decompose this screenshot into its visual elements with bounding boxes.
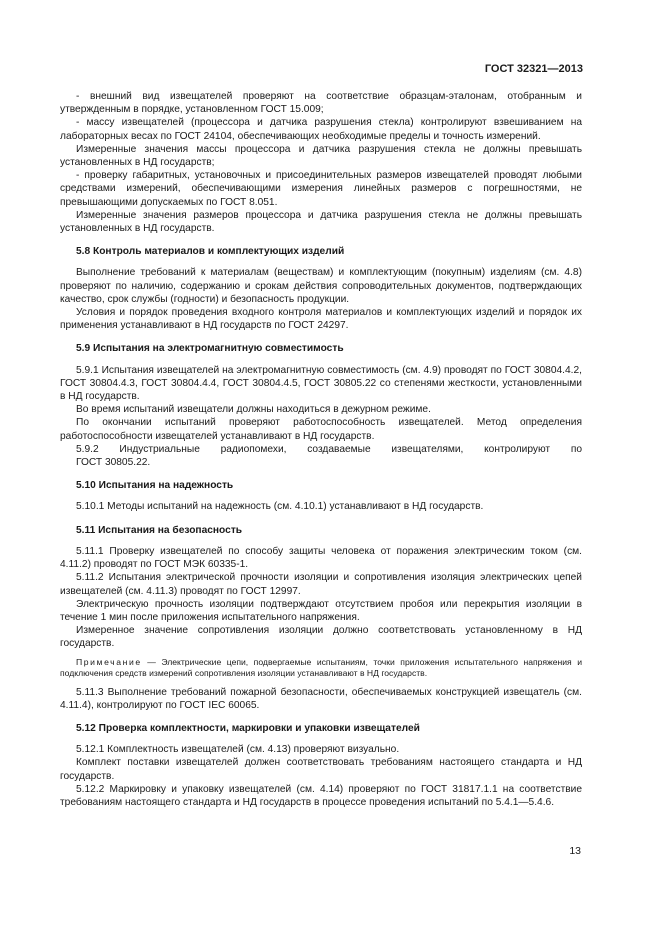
paragraph: Во время испытаний извещатели должны находиться в дежурном режиме.	[76, 404, 431, 416]
paragraph: Условия и порядок проведения входного контроля материалов и комплектующих изделий и порядок их применения устанавливают в НД государств по ГОСТ 24297.	[60, 307, 582, 332]
section-heading: 5.8 Контроль материалов и комплектующих изделий	[76, 246, 345, 258]
paragraph: 5.9.2 Индустриальные радиопомехи, создаваемые извещателями, контролируют по	[76, 443, 582, 455]
paragraph: 5.11.1 Проверку извещателей по способу защиты человека от поражения электрическим током (см. 4.11.2) проводят по ГОСТ МЭК 60335-1.	[60, 545, 582, 571]
note-label: Примечание	[76, 656, 142, 667]
note-text: — Электрические цепи, подвергаемые испытаниям, точки приложения испытательного напряжения и подключения средств измерений сопротивления изоляции устанавливают в НД государств.	[60, 656, 582, 679]
section-heading: 5.11 Испытания на безопасность	[76, 524, 243, 536]
paragraph: Электрическую прочность изоляции подтверждают отсутствием пробоя или перекрытия изоляции в течение 1 мин после приложения испытательного напряжения.	[60, 598, 582, 623]
paragraph: Измеренное значение сопротивления изоляции должно соответствовать установленному в НД государств.	[60, 625, 582, 650]
paragraph: Измеренные значения массы процессора и датчика разрушения стекла не должны превышать установленных в НД государств;	[60, 143, 582, 169]
paragraph: По окончании испытаний проверяют работоспособность извещателей. Метод определения работоспособности извещателей устанавливают в НД государств.	[60, 417, 582, 442]
paragraph: Выполнение требований к материалам (веществам) и комплектующим (покупным) изделиям (см. 4.8) проверяют по наличию, содержанию и срокам действия сопроводительных документов, подтверждающих качество, срок службы (годности) и безопасность продукции.	[60, 267, 582, 305]
paragraph: Комплект поставки извещателей должен соответствовать требованиям настоящего стандарта и НД государств.	[60, 757, 582, 782]
paragraph: 5.11.3 Выполнение требований пожарной безопасности, обеспечиваемых конструкцией извещатель (см. 4.11.4), контролируют по ГОСТ IEC 60065.	[60, 686, 582, 711]
section-heading: 5.12 Проверка комплектности, маркировки и упаковки извещателей	[76, 722, 420, 734]
paragraph: - массу извещателей (процессора и датчика разрушения стекла) контролируют взвешиванием на лабораторных весах по ГОСТ 24104, обеспечивающих необходимые пределы и точность измерений.	[60, 117, 582, 142]
paragraph: 5.12.2 Маркировку и упаковку извещателей (см. 4.14) проверяют по ГОСТ 31817.1.1 на соответствие требованиям настоящего стандарта и НД государств в процессе проведения испытаний по 5.4.1—5.4.6.	[60, 783, 582, 808]
paragraph: Измеренные значения размеров процессора и датчика разрушения стекла не должны превышать установленных в НД государств.	[60, 209, 582, 235]
document-header: ГОСТ 32321—2013	[484, 63, 583, 75]
section-heading: 5.9 Испытания на электромагнитную совместимость	[76, 343, 344, 355]
note	[60, 657, 582, 680]
paragraph: ГОСТ 30805.22.	[76, 457, 151, 469]
paragraph: - проверку габаритных, установочных и присоединительных размеров извещателей проводят любыми средствами измерений, обеспечивающими измерения линейных размеров с погрешностями, не превышающими допускаемых по ГОСТ 8.051.	[60, 170, 582, 208]
paragraph: 5.12.1 Комплектность извещателей (см. 4.13) проверяют визуально.	[76, 744, 400, 756]
document-body	[60, 90, 582, 809]
paragraph: - внешний вид извещателей проверяют на соответствие образцам-эталонам, отобранным и утвержденным в порядке, установленном ГОСТ 15.009;	[60, 91, 582, 116]
page-number: 13	[569, 845, 581, 857]
paragraph: 5.11.2 Испытания электрической прочности изоляции и сопротивления изоляция электрических цепей извещателей (см. 4.11.3) проводят по ГОСТ 12997.	[60, 572, 582, 597]
paragraph: 5.9.1 Испытания извещателей на электромагнитную совместимость (см. 4.9) проводят по ГОСТ 30804.4.2, ГОСТ 30804.4.3, ГОСТ 30804.4.4, ГОСТ 30804.4.5, ГОСТ 30805.22 со степенями жесткости, установленными в НД государств.	[60, 364, 582, 403]
section-heading: 5.10 Испытания на надежность	[76, 480, 234, 492]
paragraph: 5.10.1 Методы испытаний на надежность (см. 4.10.1) устанавливают в НД государств.	[76, 501, 484, 513]
